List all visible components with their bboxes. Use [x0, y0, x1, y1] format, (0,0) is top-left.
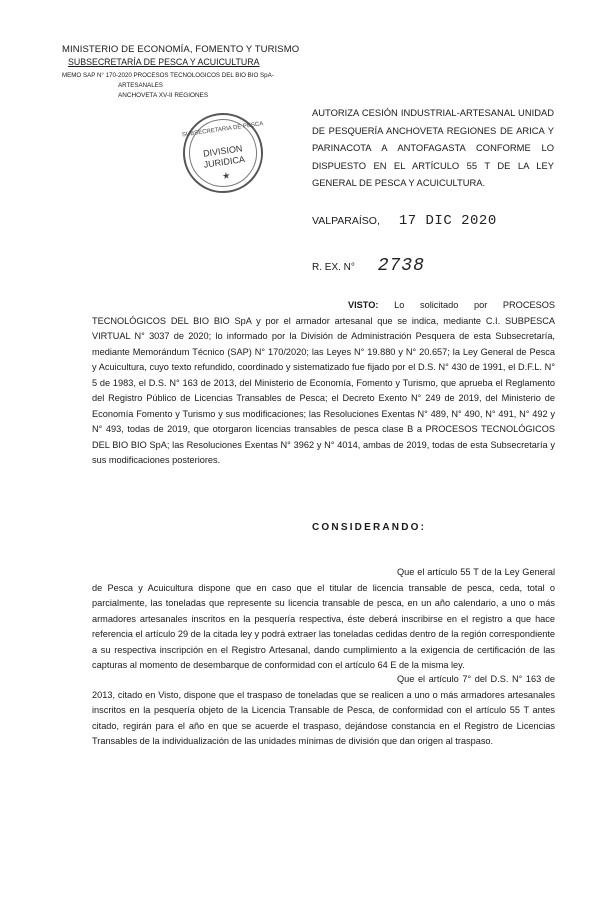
- memo-reference-line2: ARTESANALES: [118, 82, 163, 89]
- visto-text: Lo solicitado por PROCESOS TECNOLÓGICOS DEL BIO BIO SpA y por el armador artesanal que se indica, mediante C.I. SUBPESCA VIRTUAL N° 3037 de 2020; lo informado por la División de Administración Pesquera de esta Subsecretaría, mediante Memorándum Técnico (SAP) N° 170/2020; las Leyes N° 19.880 y N° 20.657; la Ley General de Pesca y Acuicultura, cuyo texto refundido, coordinado y sistematizado fue fijado por el D.S. N° 430 de 1991, el D.F.L. N° 5 de 1983, el D.S. N° 163 de 2013, del Ministerio de Economía, Fomento y Turismo, que aprueba el Reglamento del Registro Público de Licencias Transables de Pesca; el Decreto Exento N° 249 de 2019, del Ministerio de Economía Fomento y Turismo y sus modificaciones; las Resoluciones Exentas N° 489, N° 490, N° 491, N° 492 y N° 493, todas de 2019, que otorgaron licencias transables de pesca clase B a PROCESOS TECNOLÓGICOS DEL BIO BIO SpA; las Resoluciones Exentas N° 3962 y N° 4014, ambas de 2019, todas de esta Subsecretaría y sus modificaciones posteriores.: [92, 300, 555, 465]
- stamp-ring-text: SUBSECRETARIA DE PESCA: [181, 121, 264, 139]
- resolution-label: R. EX. N°: [312, 262, 355, 273]
- resolution-number: [312, 256, 425, 276]
- memo-reference: [62, 71, 302, 91]
- visto-paragraph: [92, 298, 555, 469]
- stamp-line-division: DIVISION: [202, 143, 243, 159]
- stamp-line-juridica: JURIDICA: [202, 154, 246, 170]
- visto-label: VISTO:: [348, 300, 379, 310]
- resolution-number-value: 2738: [377, 256, 425, 276]
- considerando-paragraph-2: Que el artículo 7° del D.S. N° 163 de 2013, citado en Visto, dispone que el traspaso de toneladas que se realicen a uno o más armadores artesanales inscritos en la pesquería objeto de la Licencia Transable de Pesca, de conformidad con el artículo 55 T antes citado, regirán para el año en que se acuerde el traspaso, dejándose constancia en el Registro de Licencias Transables de la individualización de las unidades mínimas de división que dan origen al traspaso.: [92, 674, 555, 746]
- letterhead: [62, 44, 302, 101]
- ministry-name: MINISTERIO DE ECONOMÍA, FOMENTO Y TURISMO: [62, 44, 300, 55]
- resolution-subject: AUTORIZA CESIÓN INDUSTRIAL-ARTESANAL UNIDAD DE PESQUERÍA ANCHOVETA REGIONES DE ARICA Y PARINACOTA A ANTOFAGASTA CONFORME LO DISPUESTO EN EL ARTÍCULO 55 T DE LA LEY GENERAL DE PESCA Y ACUICULTURA.: [312, 107, 554, 188]
- place-and-date: [312, 213, 497, 229]
- star-icon: ★: [221, 170, 231, 182]
- city: VALPARAÍSO,: [312, 215, 380, 227]
- date-stamp: 17 DIC 2020: [398, 213, 497, 229]
- fishery-reference: ANCHOVETA XV-II REGIONES: [118, 92, 209, 99]
- considerando-paragraph-1: Que el artículo 55 T de la Ley General de Pesca y Acuicultura dispone que en caso que el titular de licencia transable de pesca, ceda, total o parcialmente, las toneladas que represente su licencia transable de pesca, en un año calendario, a uno o más armadores artesanales inscritos en la pesquería respectiva, éste deberá inscribirse en el registro a que hace referencia el artículo 29 de la citada ley y podrá extraer las toneladas cedidas dentro de la región correspondiente a su respectiva inscripción en el Registro Artesanal, dando cumplimiento a la exigencia de certificación de las capturas al momento de desembarque de conformidad con el artículo 64 E de la misma ley.: [92, 567, 555, 670]
- memo-reference-line1: MEMO SAP N° 170-2020 PROCESOS TECNOLOGICOS DEL BIO BIO SpA-: [62, 72, 274, 79]
- division-juridica-stamp: [178, 108, 268, 198]
- considerando-heading: CONSIDERANDO:: [312, 522, 427, 533]
- subsecretaria-name: SUBSECRETARÍA DE PESCA Y ACUICULTURA: [68, 57, 260, 67]
